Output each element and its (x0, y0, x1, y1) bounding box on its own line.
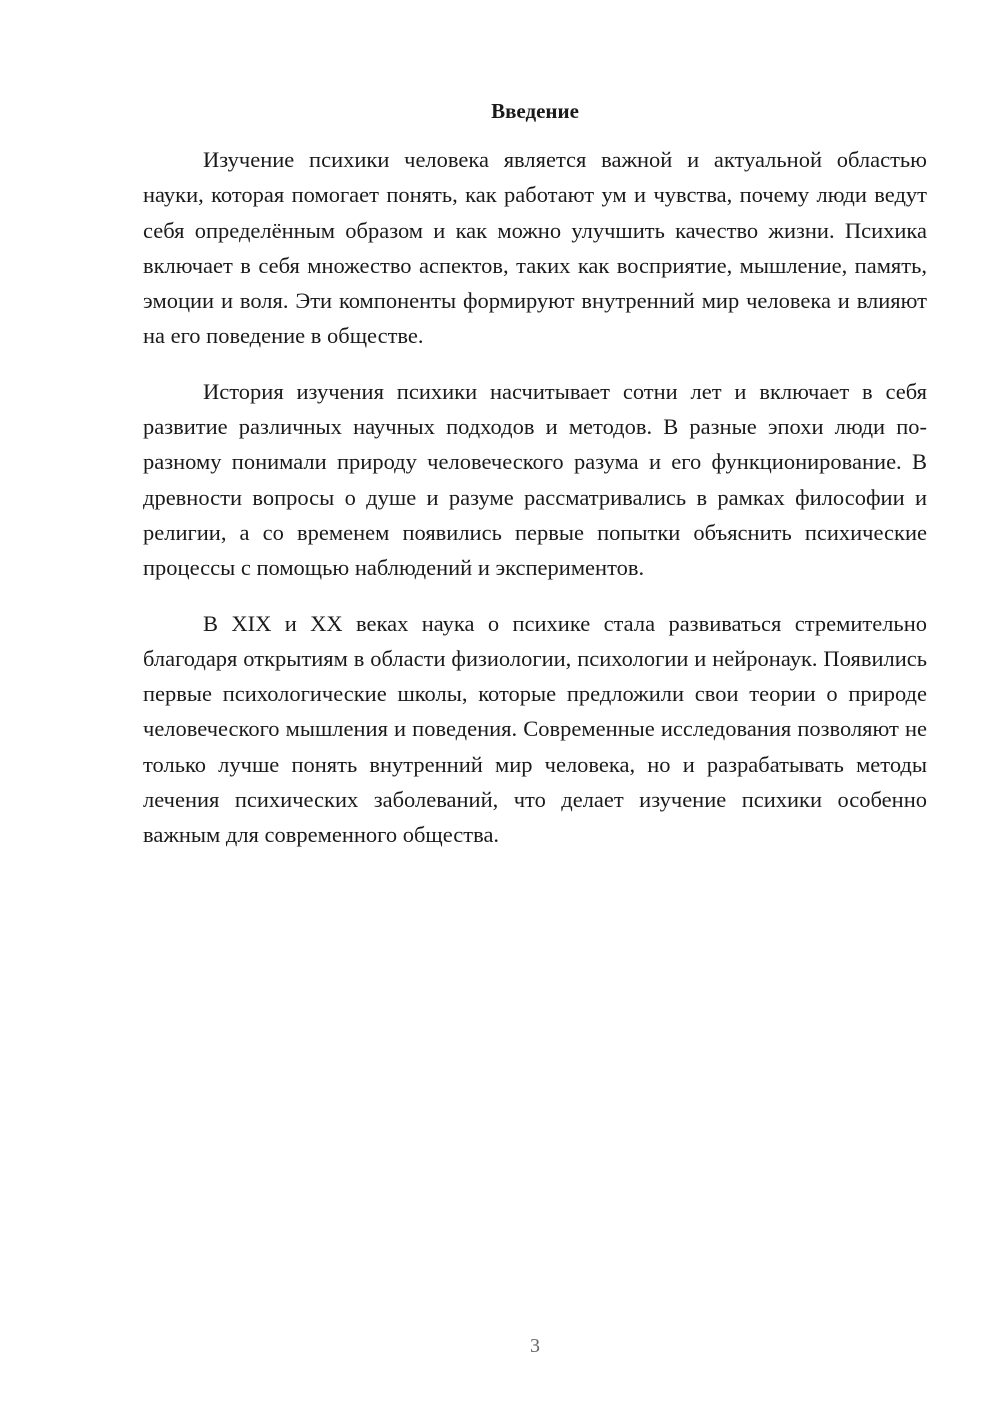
section-heading: Введение (491, 99, 579, 123)
body-text (143, 142, 927, 873)
paragraph-1: Изучение психики человека является важной и актуальной областью науки, которая помогает понять, как работают ум и чувства, почему люди ведут себя определённым образом и как можно улучшить качество жизни. Психика включает в себя множество аспектов, таких как восприятие, мышление, память, эмоции и воля. Эти компоненты формируют внутренний мир человека и влияют на его поведение в обществе. (143, 147, 927, 349)
paragraph-3: В XIX и XX веках наука о психике стала развиваться стремительно благодаря открытиям в области физиологии, психологии и нейронаук. Появились первые психологические школы, которые предложили свои теории о природе человеческого мышления и поведения. Современные исследования позволяют не только лучше понять внутренний мир человека, но и разрабатывать методы лечения психических заболеваний, что делает изучение психики особенно важным для современного общества. (143, 610, 927, 848)
paragraph-2: История изучения психики насчитывает сотни лет и включает в себя развитие различных научных подходов и методов. В разные эпохи люди по-разному понимали природу человеческого разума и его функционирование. В древности вопросы о душе и разуме рассматривались в рамках философии и религии, а со временем появились первые попытки объяснить психические процессы с помощью наблюдений и экспериментов. (143, 378, 927, 581)
page-number: 3 (530, 1335, 540, 1357)
